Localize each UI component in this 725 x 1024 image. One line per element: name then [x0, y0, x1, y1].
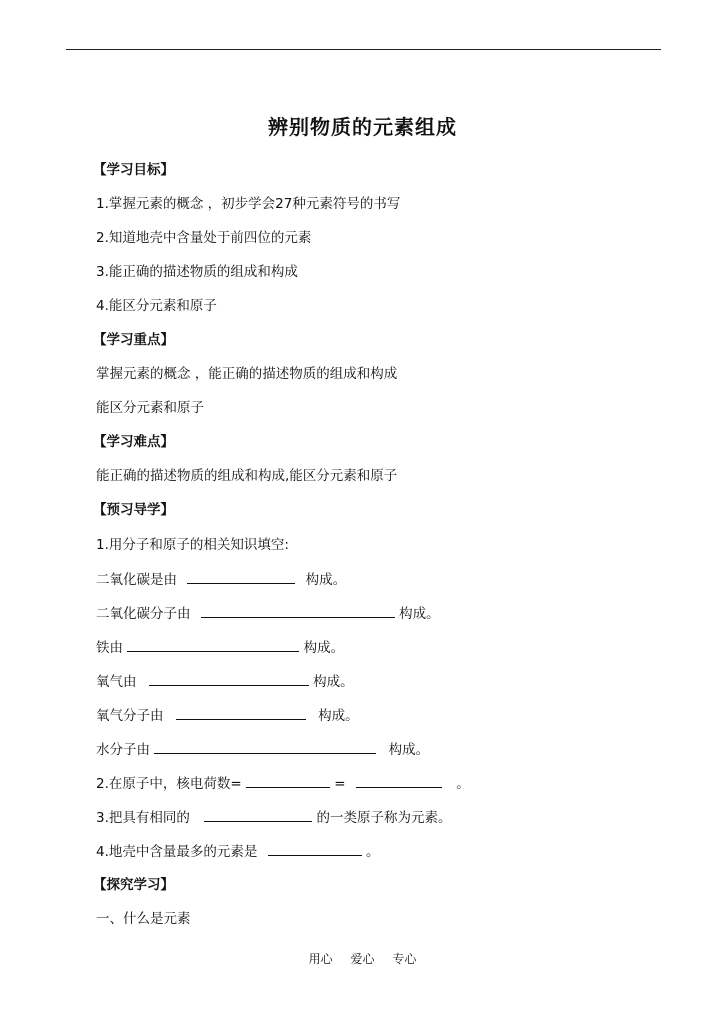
q2-suffix: 。	[456, 776, 470, 792]
fill-suffix: 构成。	[305, 572, 347, 588]
fill-suffix: 构成。	[399, 606, 440, 622]
question-3	[96, 807, 451, 828]
fill-co2	[96, 569, 346, 590]
fill-prefix: 二氧化碳分子由	[96, 606, 191, 622]
objective-item: 1.掌握元素的概念 ，初步学会27种元素符号的书写	[96, 196, 401, 212]
answer-blank[interactable]	[268, 841, 362, 856]
footer-text: 用心	[308, 952, 333, 966]
key-points-heading: 【学习重点】	[93, 332, 174, 348]
q4-prefix: 4.地壳中含量最多的元素是	[96, 844, 258, 860]
fill-water-molecule	[96, 739, 429, 760]
header-rule	[66, 49, 661, 50]
difficulty-item: 能正确的描述物质的组成和构成,能区分元素和原子	[96, 468, 398, 484]
objective-item: 3.能正确的描述物质的组成和构成	[96, 264, 298, 280]
question-4	[96, 841, 379, 862]
difficulties-heading: 【学习难点】	[93, 434, 174, 450]
q2-equals: =	[334, 776, 346, 792]
answer-blank[interactable]	[176, 705, 306, 720]
fill-suffix: 构成。	[303, 640, 345, 656]
q3-suffix: 的一类原子称为元素。	[316, 810, 452, 826]
footer-text: 专心	[392, 952, 417, 966]
answer-blank[interactable]	[127, 637, 299, 652]
question-1: 1.用分子和原子的相关知识填空:	[96, 537, 289, 553]
fill-iron	[96, 637, 344, 658]
objective-item: 4.能区分元素和原子	[96, 298, 217, 314]
fill-oxygen	[96, 671, 354, 692]
preview-heading: 【预习导学】	[93, 502, 174, 518]
fill-suffix: 构成。	[318, 708, 359, 724]
answer-blank[interactable]	[246, 773, 330, 788]
q4-suffix: 。	[365, 844, 380, 860]
footer-text: 爱心	[350, 952, 375, 966]
fill-prefix: 氧气由	[96, 674, 137, 690]
fill-suffix: 构成。	[313, 674, 354, 690]
question-2	[96, 773, 470, 794]
document-title: 辨别物质的元素组成	[268, 115, 457, 139]
fill-suffix: 构成。	[388, 742, 430, 758]
explore-heading: 【探究学习】	[93, 877, 174, 893]
answer-blank[interactable]	[356, 773, 442, 788]
key-point-item: 掌握元素的概念 ，能正确的描述物质的组成和构成	[96, 366, 398, 382]
key-point-item: 能区分元素和原子	[96, 400, 204, 416]
fill-oxygen-molecule	[96, 705, 359, 726]
answer-blank[interactable]	[201, 603, 395, 618]
q2-prefix: 2.在原子中，核电荷数=	[96, 776, 242, 792]
fill-prefix: 铁由	[96, 640, 123, 656]
fill-prefix: 水分子由	[96, 742, 150, 758]
explore-subheading: 一、什么是元素	[96, 911, 191, 927]
fill-co2-molecule	[96, 603, 440, 624]
fill-prefix: 二氧化碳是由	[96, 572, 177, 588]
page-footer	[0, 950, 725, 967]
answer-blank[interactable]	[187, 569, 295, 584]
objectives-heading: 【学习目标】	[93, 162, 174, 178]
answer-blank[interactable]	[204, 807, 312, 822]
answer-blank[interactable]	[149, 671, 309, 686]
q3-prefix: 3.把具有相同的	[96, 810, 190, 826]
objective-item: 2.知道地壳中含量处于前四位的元素	[96, 230, 312, 246]
answer-blank[interactable]	[154, 739, 376, 754]
fill-prefix: 氧气分子由	[96, 708, 164, 724]
